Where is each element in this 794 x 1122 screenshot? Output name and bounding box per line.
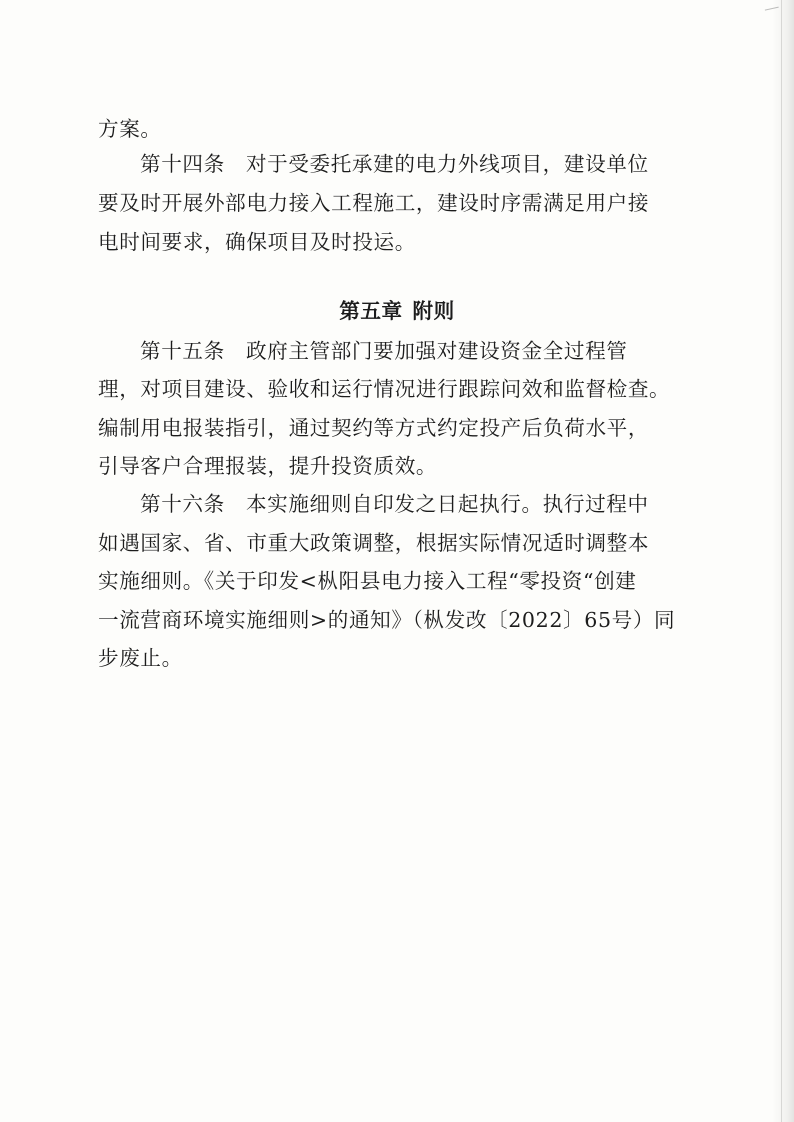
text-line: 一流营商环境实施细则>的通知》（枞发改〔2022〕65号）同 bbox=[98, 608, 676, 632]
chapter-title: 附则 bbox=[412, 299, 455, 323]
page-edge-line bbox=[781, 0, 782, 1122]
text-line: 引导客户合理报装，提升投资质效。 bbox=[98, 454, 438, 478]
text-line: 电时间要求，确保项目及时投运。 bbox=[98, 230, 416, 254]
article-15-start: 第十五条 政府主管部门要加强对建设资金全过程管 bbox=[140, 339, 628, 363]
text-line: 步废止。 bbox=[98, 646, 183, 670]
text-line: 如遇国家、省、市重大政策调整，根据实际情况适时调整本 bbox=[98, 531, 650, 555]
text-line: 理，对项目建设、验收和运行情况进行跟踪问效和监督检查。 bbox=[98, 377, 671, 401]
text-line: 方案。 bbox=[98, 117, 162, 141]
text-line: 要及时开展外部电力接入工程施工，建设时序需满足用户接 bbox=[98, 191, 650, 215]
text-line: 实施细则。《关于印发<枞阳县电力接入工程“零投资“创建 bbox=[98, 569, 637, 593]
chapter-heading bbox=[0, 297, 794, 325]
text-line: 编制用电报装指引，通过契约等方式约定投产后负荷水平， bbox=[98, 416, 650, 440]
chapter-number: 第五章 bbox=[339, 299, 403, 323]
page-edge-shadow bbox=[772, 0, 794, 1122]
article-14-start: 第十四条 对于受委托承建的电力外线项目，建设单位 bbox=[140, 152, 649, 176]
article-16-start: 第十六条 本实施细则自印发之日起执行。执行过程中 bbox=[140, 492, 649, 516]
